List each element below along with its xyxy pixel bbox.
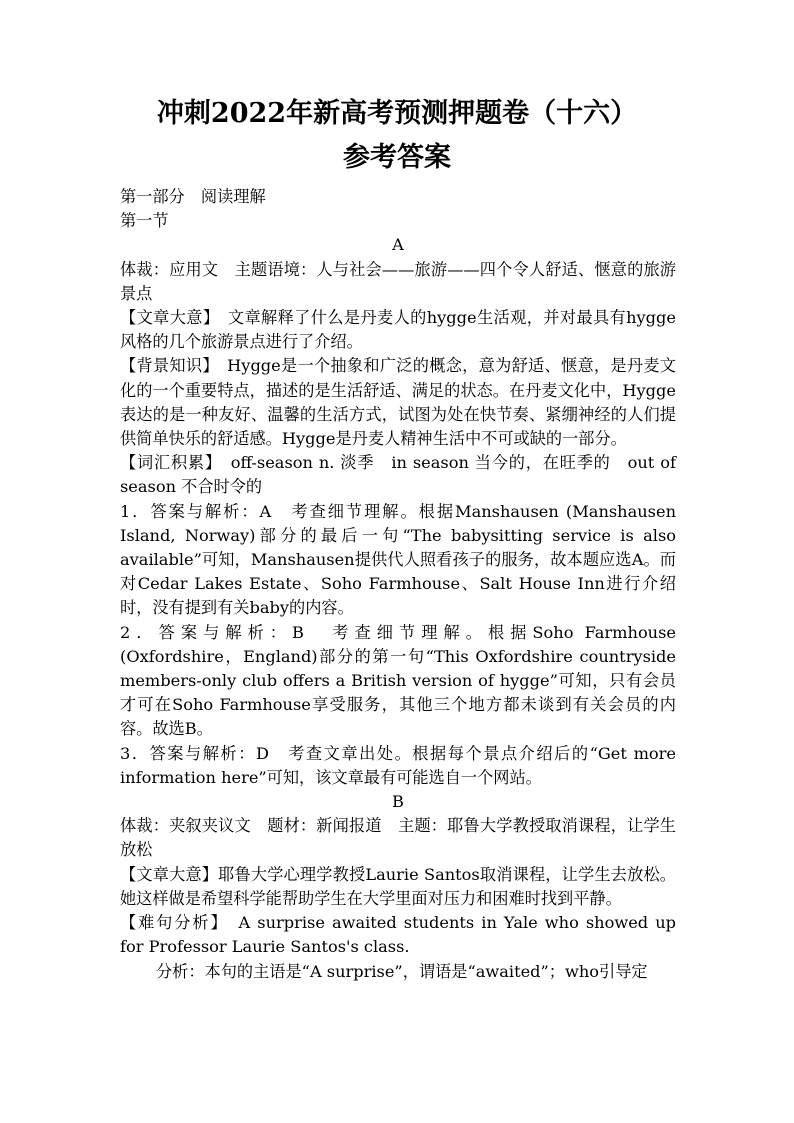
document-body bbox=[120, 185, 676, 984]
document-subtitle: 参考答案 bbox=[343, 142, 451, 173]
answer-2: 2．答案与解析：B 考查细节理解。根据Soho Farmhouse (Oxfordshire，England)部分的第一句“This Oxfordshire countryside members-only club offers a British version of hygge”可知，只有会员才可在Soho Farmhouse享受服务，其他三个地方都未谈到有关会员的内容。故选B。 bbox=[120, 622, 676, 739]
passage-b-genre: 体裁：夹叙夹议文 题材：新闻报道 主题：耶鲁大学教授取消课程，让学生放松 bbox=[120, 816, 676, 860]
passage-a-label: A bbox=[392, 235, 404, 255]
passage-a-genre: 体裁：应用文 主题语境：人与社会——旅游——四个令人舒适、惬意的旅游景点 bbox=[120, 259, 676, 303]
passage-a-vocab: 【词汇积累】 off-season n. 淡季 in season 当今的，在旺季的 out of season 不合时令的 bbox=[120, 453, 676, 497]
passage-b-summary: 【文章大意】耶鲁大学心理学教授Laurie Santos取消课程，让学生去放松。她这样做是希望科学能帮助学生在大学里面对压力和困难时找到平静。 bbox=[120, 864, 676, 908]
passage-a-background: 【背景知识】 Hygge是一个抽象和广泛的概念，意为舒适、惬意，是丹麦文化的一个重要特点，描述的是生活舒适、满足的状态。在丹麦文化中，Hygge表达的是一种友好、温馨的生活方式，试图为处在快节奏、紧绷神经的人们提供简单快乐的舒适感。Hygge是丹麦人精神生活中不可或缺的一部分。 bbox=[120, 356, 676, 449]
passage-a-summary: 【文章大意】 文章解释了什么是丹麦人的hygge生活观，并对最具有hygge风格的几个旅游景点进行了介绍。 bbox=[120, 308, 676, 352]
passage-b-analysis: 分析：本句的主语是“A surprise”，谓语是“awaited”；who引导定 bbox=[156, 961, 648, 981]
passage-b-difficult-sentence: 【难句分析】 A surprise awaited students in Yale who showed up for Professor Laurie Santos's class. bbox=[120, 913, 676, 957]
answer-1: 1．答案与解析：A 考查细节理解。根据Manshausen (Manshausen Island, Norway)部分的最后一句“The babysitting service is also available”可知，Manshausen提供代人照看孩子的服务，故本题应选A。而对Cedar Lakes Estate、Soho Farmhouse、Salt House Inn进行介绍时，没有提到有关baby的内容。 bbox=[120, 501, 676, 618]
document-title: 冲刺2022年新高考预测押题卷（十六） bbox=[156, 98, 638, 129]
section-heading: 第一节 bbox=[120, 211, 169, 231]
passage-b-label: B bbox=[392, 792, 404, 812]
part-heading: 第一部分 阅读理解 bbox=[120, 187, 266, 206]
answer-3: 3．答案与解析：D 考查文章出处。根据每个景点介绍后的“Get more information here”可知，该文章最有可能选自一个网站。 bbox=[120, 743, 676, 787]
